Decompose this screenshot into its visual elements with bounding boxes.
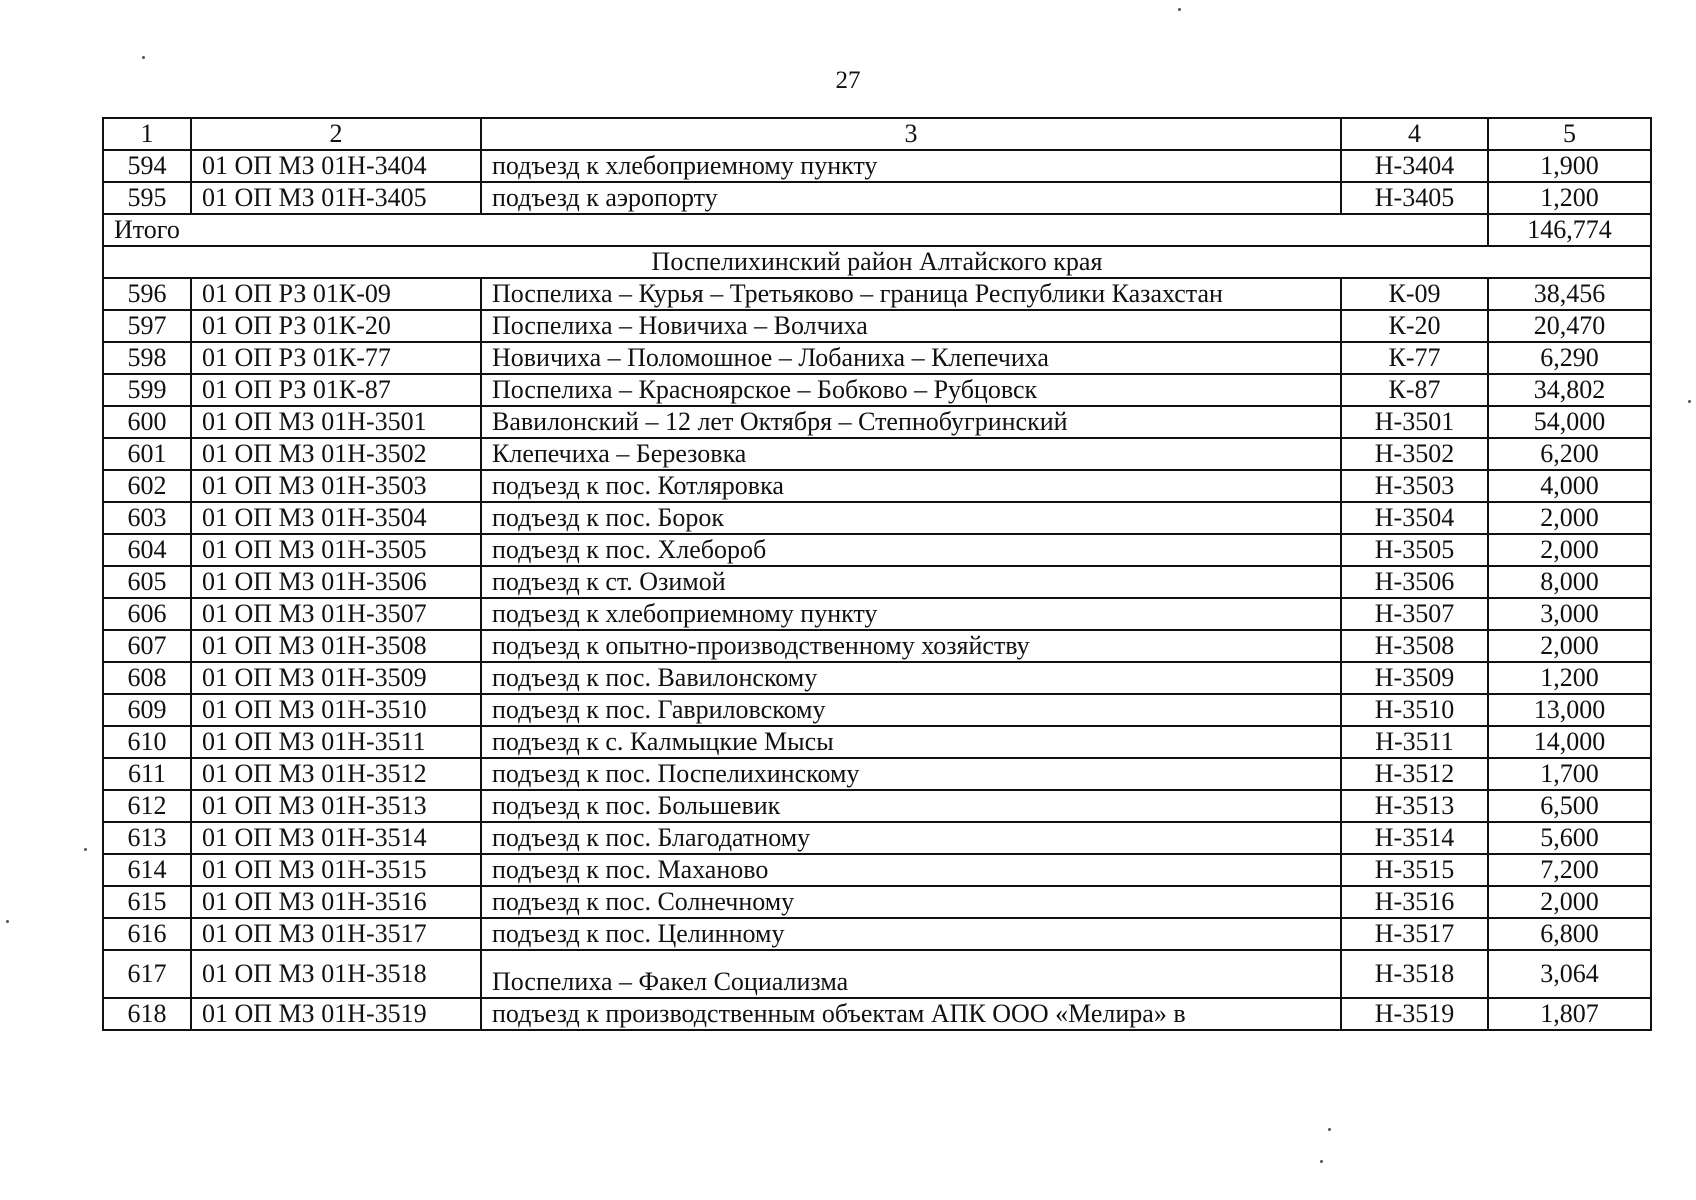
- row-number: 618: [103, 998, 191, 1030]
- road-id: 01 ОП МЗ 01Н-3404: [191, 150, 481, 182]
- road-code: Н-3405: [1341, 182, 1488, 214]
- table-row: [103, 502, 1651, 534]
- table-row: [103, 886, 1651, 918]
- row-number: 610: [103, 726, 191, 758]
- road-code: Н-3513: [1341, 790, 1488, 822]
- road-code: К-87: [1341, 374, 1488, 406]
- row-number: 597: [103, 310, 191, 342]
- road-name: подъезд к пос. Борок: [481, 502, 1341, 534]
- column-header: 2: [191, 118, 481, 150]
- road-id: 01 ОП МЗ 01Н-3502: [191, 438, 481, 470]
- row-number: 600: [103, 406, 191, 438]
- row-number: 606: [103, 598, 191, 630]
- road-code: Н-3519: [1341, 998, 1488, 1030]
- road-id: 01 ОП МЗ 01Н-3507: [191, 598, 481, 630]
- scan-speck: [1178, 8, 1181, 11]
- road-id: 01 ОП МЗ 01Н-3504: [191, 502, 481, 534]
- road-length: 2,000: [1488, 502, 1651, 534]
- table-row: [103, 694, 1651, 726]
- road-code: Н-3508: [1341, 630, 1488, 662]
- road-code: Н-3517: [1341, 918, 1488, 950]
- road-id: 01 ОП МЗ 01Н-3508: [191, 630, 481, 662]
- scan-speck: [84, 848, 87, 851]
- road-name: подъезд к пос. Вавилонскому: [481, 662, 1341, 694]
- road-id: 01 ОП МЗ 01Н-3505: [191, 534, 481, 566]
- road-name: Поспелиха – Новичиха – Волчиха: [481, 310, 1341, 342]
- road-id: 01 ОП МЗ 01Н-3512: [191, 758, 481, 790]
- road-id: 01 ОП МЗ 01Н-3405: [191, 182, 481, 214]
- road-id: 01 ОП МЗ 01Н-3518: [191, 950, 481, 998]
- table-row: [103, 950, 1651, 998]
- scan-speck: [142, 56, 145, 59]
- road-length: 20,470: [1488, 310, 1651, 342]
- table-row: [103, 758, 1651, 790]
- total-row: [103, 214, 1651, 246]
- road-code: Н-3404: [1341, 150, 1488, 182]
- column-header: 3: [481, 118, 1341, 150]
- table-row: [103, 470, 1651, 502]
- row-number: 601: [103, 438, 191, 470]
- road-name: подъезд к пос. Хлебороб: [481, 534, 1341, 566]
- road-length: 1,700: [1488, 758, 1651, 790]
- row-number: 598: [103, 342, 191, 374]
- road-id: 01 ОП МЗ 01Н-3514: [191, 822, 481, 854]
- table-row: [103, 534, 1651, 566]
- road-name: подъезд к с. Калмыцкие Мысы: [481, 726, 1341, 758]
- road-code: Н-3509: [1341, 662, 1488, 694]
- road-name: подъезд к пос. Маханово: [481, 854, 1341, 886]
- road-code: Н-3502: [1341, 438, 1488, 470]
- row-number: 615: [103, 886, 191, 918]
- road-name: Поспелиха – Курья – Третьяково – граница Республики Казахстан: [481, 278, 1341, 310]
- road-code: Н-3503: [1341, 470, 1488, 502]
- page-number: 27: [835, 67, 861, 94]
- road-length: 3,000: [1488, 598, 1651, 630]
- table-row: [103, 598, 1651, 630]
- row-number: 614: [103, 854, 191, 886]
- table-row: [103, 182, 1651, 214]
- road-name: Новичиха – Поломошное – Лобаниха – Клепечиха: [481, 342, 1341, 374]
- road-code: Н-3516: [1341, 886, 1488, 918]
- road-name: Клепечиха – Березовка: [481, 438, 1341, 470]
- road-id: 01 ОП РЗ 01К-09: [191, 278, 481, 310]
- road-id: 01 ОП РЗ 01К-20: [191, 310, 481, 342]
- road-code: Н-3510: [1341, 694, 1488, 726]
- road-name: подъезд к производственным объектам АПК ООО «Мелира» в: [481, 998, 1341, 1030]
- road-code: Н-3505: [1341, 534, 1488, 566]
- road-length: 6,500: [1488, 790, 1651, 822]
- scan-speck: [1688, 400, 1691, 403]
- road-length: 8,000: [1488, 566, 1651, 598]
- row-number: 602: [103, 470, 191, 502]
- road-length: 13,000: [1488, 694, 1651, 726]
- road-length: 4,000: [1488, 470, 1651, 502]
- scan-speck: [1328, 1128, 1331, 1131]
- road-length: 1,200: [1488, 662, 1651, 694]
- road-name: подъезд к ст. Озимой: [481, 566, 1341, 598]
- road-length: 6,800: [1488, 918, 1651, 950]
- section-row: [103, 246, 1651, 278]
- road-code: Н-3512: [1341, 758, 1488, 790]
- road-name: Поспелиха – Факел Социализма: [481, 950, 1341, 998]
- row-number: 612: [103, 790, 191, 822]
- total-label: Итого: [103, 214, 1488, 246]
- road-name: подъезд к опытно-производственному хозяйству: [481, 630, 1341, 662]
- row-number: 596: [103, 278, 191, 310]
- column-header: 1: [103, 118, 191, 150]
- road-length: 2,000: [1488, 630, 1651, 662]
- row-number: 599: [103, 374, 191, 406]
- road-code: К-09: [1341, 278, 1488, 310]
- table-row: [103, 822, 1651, 854]
- road-length: 2,000: [1488, 534, 1651, 566]
- road-length: 5,600: [1488, 822, 1651, 854]
- row-number: 611: [103, 758, 191, 790]
- table-row: [103, 790, 1651, 822]
- road-name: подъезд к пос. Большевик: [481, 790, 1341, 822]
- table-row: [103, 918, 1651, 950]
- road-id: 01 ОП РЗ 01К-87: [191, 374, 481, 406]
- table-row: [103, 662, 1651, 694]
- road-id: 01 ОП МЗ 01Н-3515: [191, 854, 481, 886]
- row-number: 608: [103, 662, 191, 694]
- row-number: 617: [103, 950, 191, 998]
- road-code: Н-3514: [1341, 822, 1488, 854]
- row-number: 613: [103, 822, 191, 854]
- road-name: подъезд к пос. Котляровка: [481, 470, 1341, 502]
- table-row: [103, 854, 1651, 886]
- road-length: 1,900: [1488, 150, 1651, 182]
- column-header: 5: [1488, 118, 1651, 150]
- road-length: 6,200: [1488, 438, 1651, 470]
- road-name: Поспелиха – Красноярское – Бобково – Рубцовск: [481, 374, 1341, 406]
- road-length: 6,290: [1488, 342, 1651, 374]
- road-code: Н-3518: [1341, 950, 1488, 998]
- road-length: 14,000: [1488, 726, 1651, 758]
- table-row: [103, 566, 1651, 598]
- table-row: [103, 150, 1651, 182]
- row-number: 594: [103, 150, 191, 182]
- road-name: подъезд к хлебоприемному пункту: [481, 598, 1341, 630]
- road-name: подъезд к пос. Целинному: [481, 918, 1341, 950]
- road-length: 7,200: [1488, 854, 1651, 886]
- road-length: 54,000: [1488, 406, 1651, 438]
- row-number: 595: [103, 182, 191, 214]
- road-code: Н-3511: [1341, 726, 1488, 758]
- row-number: 616: [103, 918, 191, 950]
- road-id: 01 ОП МЗ 01Н-3519: [191, 998, 481, 1030]
- road-id: 01 ОП МЗ 01Н-3506: [191, 566, 481, 598]
- column-header: 4: [1341, 118, 1488, 150]
- road-length: 34,802: [1488, 374, 1651, 406]
- table-row: [103, 438, 1651, 470]
- table-row: [103, 342, 1651, 374]
- road-code: К-77: [1341, 342, 1488, 374]
- table-row: [103, 406, 1651, 438]
- road-id: 01 ОП МЗ 01Н-3517: [191, 918, 481, 950]
- road-code: Н-3501: [1341, 406, 1488, 438]
- road-name: подъезд к пос. Благодатному: [481, 822, 1341, 854]
- road-id: 01 ОП МЗ 01Н-3516: [191, 886, 481, 918]
- table-row: [103, 310, 1651, 342]
- road-length: 3,064: [1488, 950, 1651, 998]
- table-row: [103, 630, 1651, 662]
- road-code: Н-3507: [1341, 598, 1488, 630]
- table-row: [103, 374, 1651, 406]
- road-id: 01 ОП МЗ 01Н-3509: [191, 662, 481, 694]
- table-row: [103, 726, 1651, 758]
- road-id: 01 ОП МЗ 01Н-3511: [191, 726, 481, 758]
- table-row: [103, 278, 1651, 310]
- road-name: Вавилонский – 12 лет Октября – Степнобугринский: [481, 406, 1341, 438]
- road-name: подъезд к пос. Солнечному: [481, 886, 1341, 918]
- scan-speck: [1320, 1160, 1323, 1163]
- road-code: Н-3506: [1341, 566, 1488, 598]
- row-number: 604: [103, 534, 191, 566]
- road-id: 01 ОП МЗ 01Н-3513: [191, 790, 481, 822]
- road-name: подъезд к пос. Поспелихинскому: [481, 758, 1341, 790]
- row-number: 609: [103, 694, 191, 726]
- road-id: 01 ОП МЗ 01Н-3510: [191, 694, 481, 726]
- road-code: Н-3504: [1341, 502, 1488, 534]
- road-length: 2,000: [1488, 886, 1651, 918]
- road-name: подъезд к пос. Гавриловскому: [481, 694, 1341, 726]
- road-length: 1,200: [1488, 182, 1651, 214]
- row-number: 607: [103, 630, 191, 662]
- road-id: 01 ОП РЗ 01К-77: [191, 342, 481, 374]
- table-header-row: [103, 118, 1651, 150]
- roads-table: [102, 117, 1652, 1031]
- scan-speck: [6, 920, 9, 923]
- row-number: 605: [103, 566, 191, 598]
- road-name: подъезд к аэропорту: [481, 182, 1341, 214]
- road-name: подъезд к хлебоприемному пункту: [481, 150, 1341, 182]
- road-length: 38,456: [1488, 278, 1651, 310]
- road-code: Н-3515: [1341, 854, 1488, 886]
- road-length: 1,807: [1488, 998, 1651, 1030]
- road-code: К-20: [1341, 310, 1488, 342]
- section-title: Поспелихинский район Алтайского края: [103, 246, 1651, 278]
- road-id: 01 ОП МЗ 01Н-3501: [191, 406, 481, 438]
- table-row: [103, 998, 1651, 1030]
- road-id: 01 ОП МЗ 01Н-3503: [191, 470, 481, 502]
- total-value: 146,774: [1488, 214, 1651, 246]
- row-number: 603: [103, 502, 191, 534]
